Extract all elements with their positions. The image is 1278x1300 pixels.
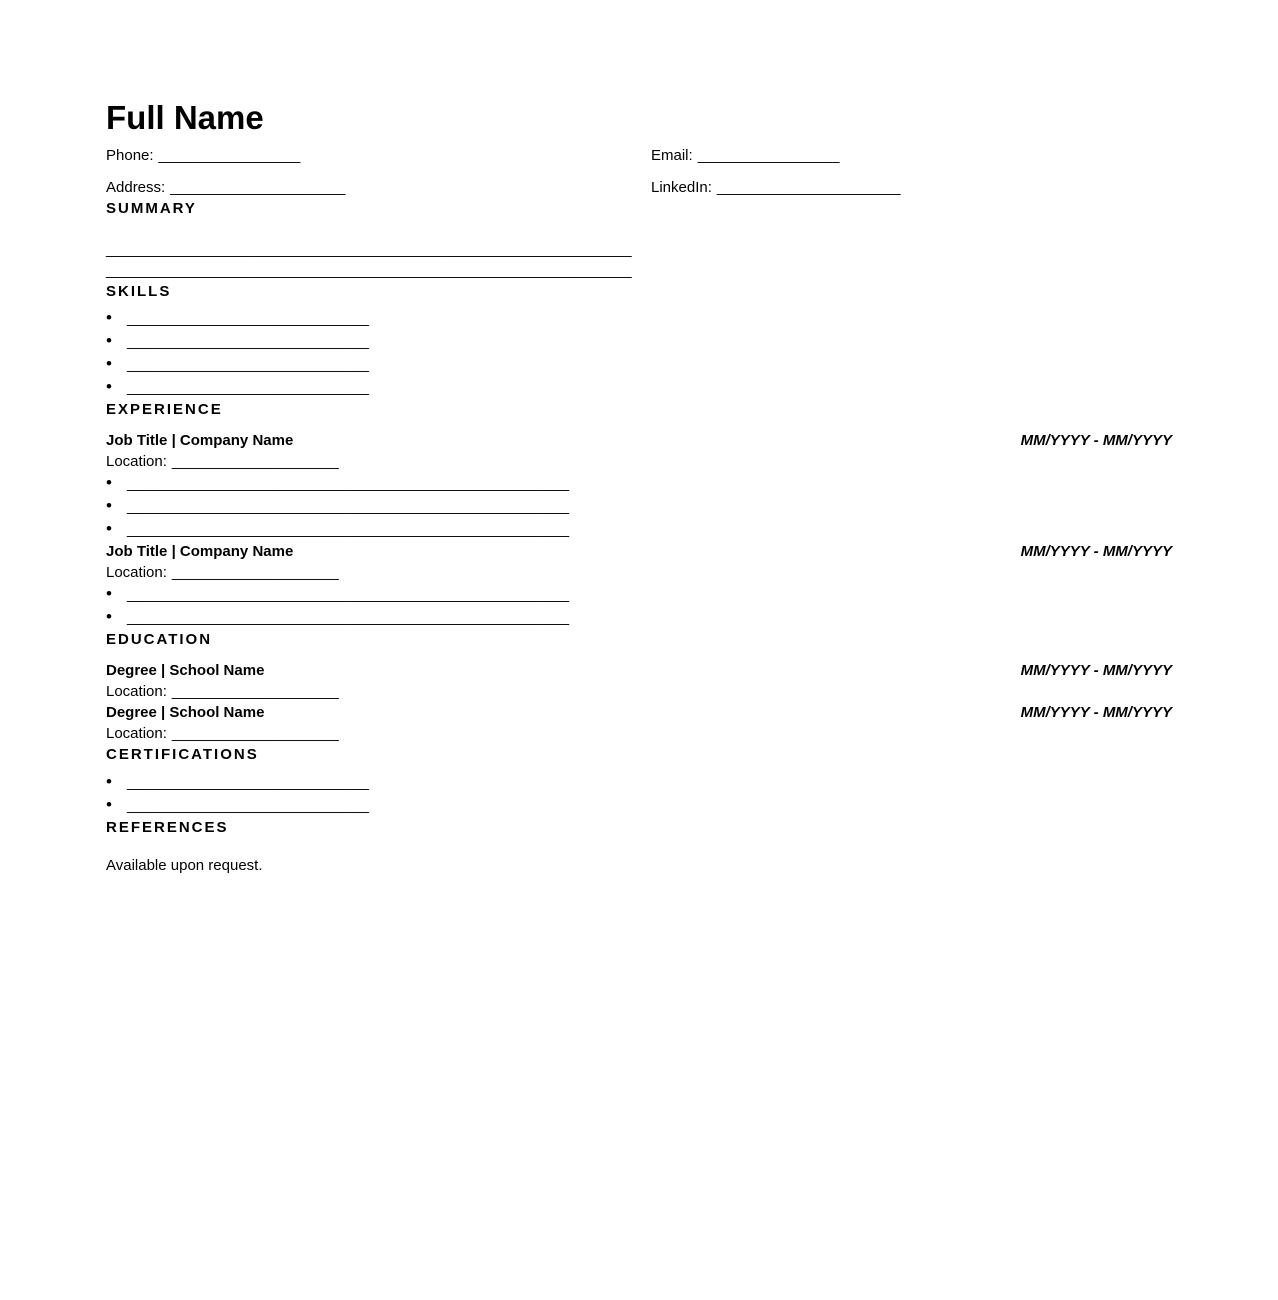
list-item (106, 794, 1172, 817)
list-item (106, 330, 1172, 353)
list-item (106, 583, 1172, 606)
bullet-icon: • (106, 519, 112, 538)
location-blank-line[interactable]: ____________________ (171, 725, 339, 742)
location-label: Location: (106, 564, 167, 581)
experience-title-row (106, 541, 1172, 562)
location-field (106, 681, 1172, 702)
section-summary (106, 198, 1172, 281)
references-text: Available upon request. (106, 857, 263, 874)
experience-blank-line[interactable]: _____________________________________________________ (127, 521, 570, 538)
contact-info (106, 145, 1172, 198)
certifications-heading: CERTIFICATIONS (106, 746, 259, 763)
certifications-list (106, 771, 1172, 817)
section-skills (106, 281, 1172, 399)
location-blank-line[interactable]: ____________________ (171, 683, 339, 700)
location-field (106, 562, 1172, 583)
bullet-icon: • (106, 354, 112, 373)
section-experience (106, 399, 1172, 629)
bullet-icon: • (106, 473, 112, 492)
email-field (651, 145, 1172, 166)
experience-entry (106, 430, 1172, 541)
degree-title: Degree | School Name (106, 704, 265, 721)
phone-field (106, 145, 651, 166)
linkedin-label: LinkedIn: (651, 179, 712, 196)
location-blank-line[interactable]: ____________________ (171, 453, 339, 470)
list-item (106, 307, 1172, 330)
skill-blank-line[interactable]: _____________________________ (127, 333, 369, 350)
references-heading: REFERENCES (106, 819, 229, 836)
date-range: MM/YYYY - MM/YYYY (1020, 432, 1172, 449)
experience-entry (106, 541, 1172, 629)
location-field (106, 723, 1172, 744)
skills-list (106, 307, 1172, 399)
bullet-icon: • (106, 496, 112, 515)
education-entry (106, 660, 1172, 702)
list-item (106, 606, 1172, 629)
location-blank-line[interactable]: ____________________ (171, 564, 339, 581)
experience-bullets (106, 472, 1172, 541)
phone-blank-line[interactable]: _________________ (158, 147, 301, 164)
summary-blank-line[interactable]: _______________________________________________________________ (106, 262, 632, 279)
location-label: Location: (106, 725, 167, 742)
summary-lines (106, 239, 1172, 281)
date-range: MM/YYYY - MM/YYYY (1020, 543, 1172, 560)
skill-blank-line[interactable]: _____________________________ (127, 310, 369, 327)
list-item (106, 495, 1172, 518)
linkedin-blank-line[interactable]: ______________________ (716, 179, 901, 196)
phone-label: Phone: (106, 147, 154, 164)
skill-blank-line[interactable]: _____________________________ (127, 379, 369, 396)
date-range: MM/YYYY - MM/YYYY (1020, 662, 1172, 679)
list-item (106, 376, 1172, 399)
experience-title-row (106, 430, 1172, 451)
list-item (106, 771, 1172, 794)
skills-heading: SKILLS (106, 283, 172, 300)
list-item (106, 472, 1172, 495)
certification-blank-line[interactable]: _____________________________ (127, 797, 369, 814)
job-title: Job Title | Company Name (106, 543, 294, 560)
location-field (106, 451, 1172, 472)
linkedin-field (651, 177, 1172, 198)
summary-blank-line[interactable]: _______________________________________________________________ (106, 241, 632, 258)
education-entry (106, 702, 1172, 744)
job-title: Job Title | Company Name (106, 432, 294, 449)
experience-heading: EXPERIENCE (106, 401, 223, 418)
address-label: Address: (106, 179, 166, 196)
experience-blank-line[interactable]: _____________________________________________________ (127, 498, 570, 515)
address-blank-line[interactable]: _____________________ (170, 179, 346, 196)
address-field (106, 177, 651, 198)
email-label: Email: (651, 147, 693, 164)
bullet-icon: • (106, 795, 112, 814)
section-references (106, 817, 1172, 876)
degree-title: Degree | School Name (106, 662, 265, 679)
section-certifications (106, 744, 1172, 817)
location-label: Location: (106, 453, 167, 470)
bullet-icon: • (106, 308, 112, 327)
summary-heading: SUMMARY (106, 200, 197, 217)
bullet-icon: • (106, 772, 112, 791)
education-title-row (106, 660, 1172, 681)
bullet-icon: • (106, 584, 112, 603)
full-name-title: Full Name (106, 99, 264, 136)
bullet-icon: • (106, 331, 112, 350)
experience-bullets (106, 583, 1172, 629)
location-label: Location: (106, 683, 167, 700)
certification-blank-line[interactable]: _____________________________ (127, 774, 369, 791)
experience-blank-line[interactable]: _____________________________________________________ (127, 609, 570, 626)
list-item (106, 353, 1172, 376)
experience-blank-line[interactable]: _____________________________________________________ (127, 586, 570, 603)
section-education (106, 629, 1172, 744)
skill-blank-line[interactable]: _____________________________ (127, 356, 369, 373)
education-heading: EDUCATION (106, 631, 213, 648)
list-item (106, 518, 1172, 541)
education-title-row (106, 702, 1172, 723)
email-blank-line[interactable]: _________________ (697, 147, 840, 164)
date-range: MM/YYYY - MM/YYYY (1020, 704, 1172, 721)
experience-blank-line[interactable]: _____________________________________________________ (127, 475, 570, 492)
bullet-icon: • (106, 607, 112, 626)
bullet-icon: • (106, 377, 112, 396)
